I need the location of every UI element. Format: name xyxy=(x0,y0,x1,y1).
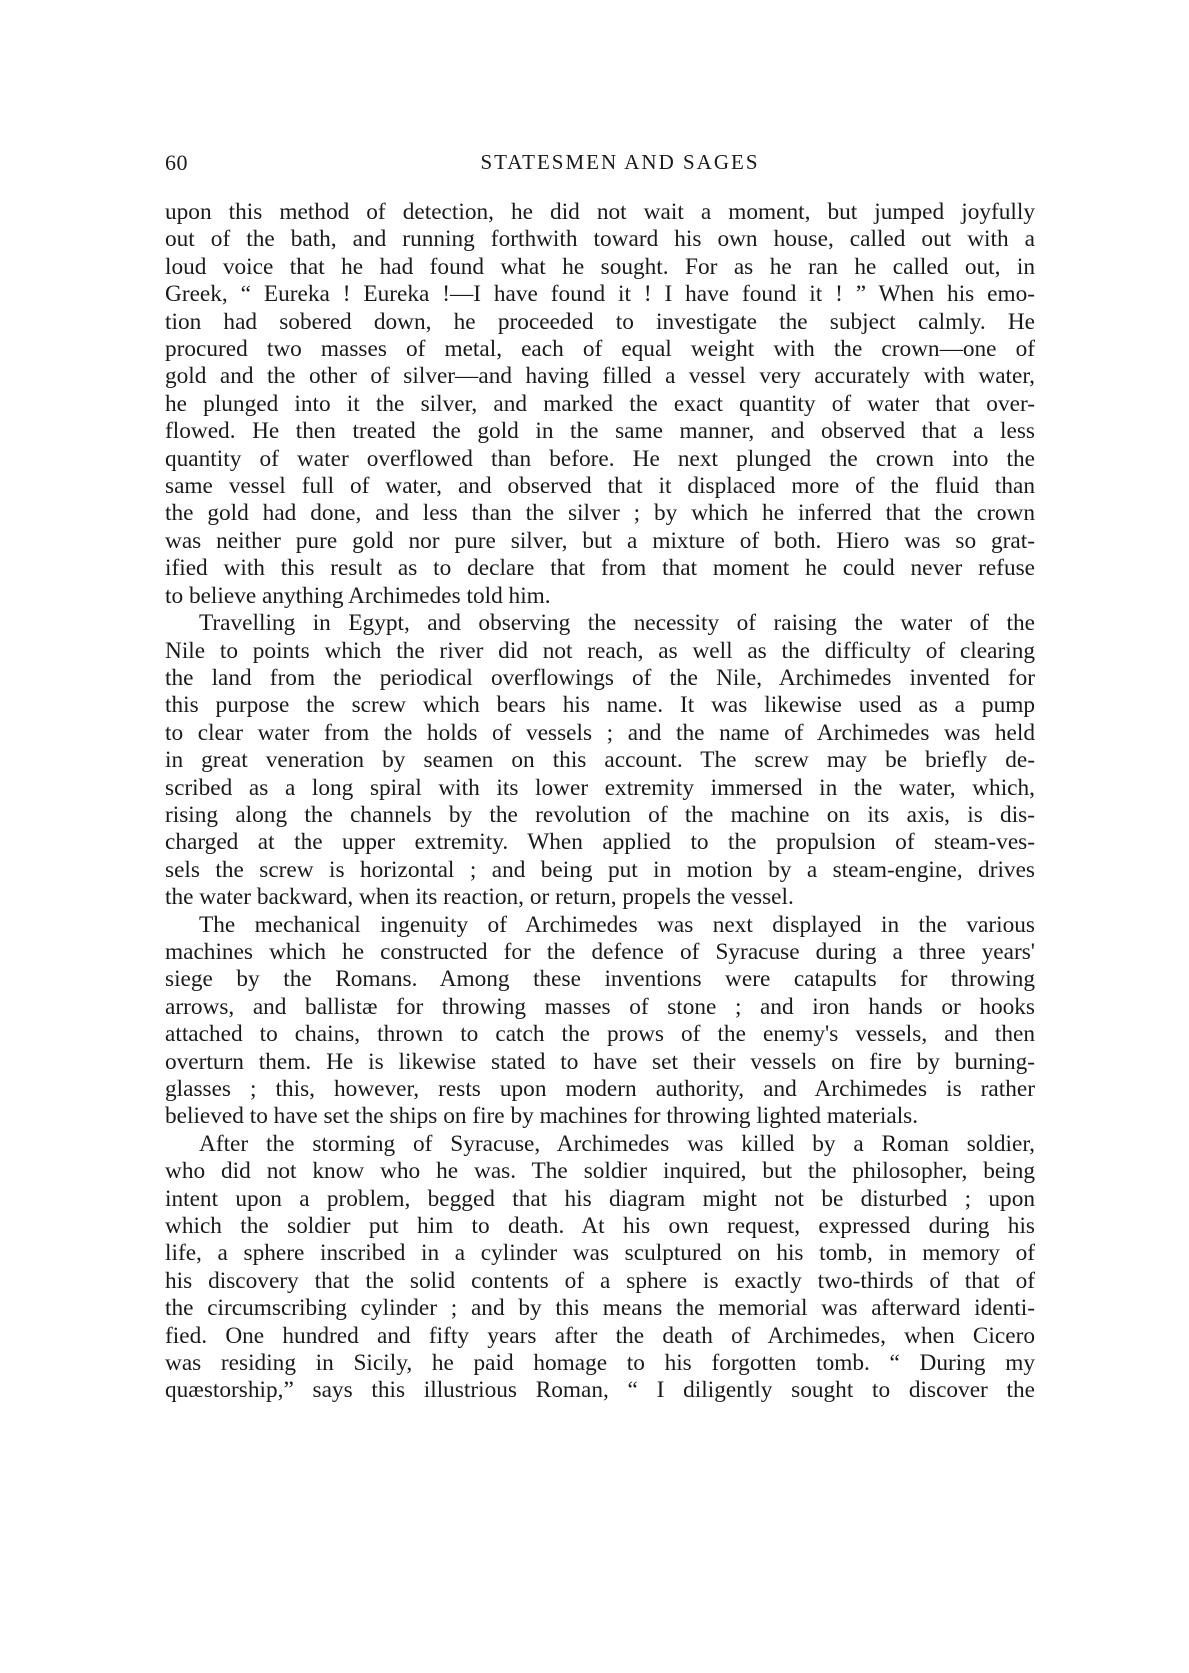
text-line: Nile to points which the river did not reach, as well as the difficulty of clearing xyxy=(165,637,1035,664)
text-line: out of the bath, and running forthwith toward his own house, called out with a xyxy=(165,226,1035,253)
text-line: to believe anything Archimedes told him. xyxy=(165,582,551,609)
text-line: to clear water from the holds of vessels ; and the name of Archimedes was held xyxy=(165,719,1035,746)
text-line: he plunged into it the silver, and marked the exact quantity of water that over- xyxy=(165,390,1035,417)
text-line: the circumscribing cylinder ; and by this means the memorial was afterward identi- xyxy=(165,1295,1035,1322)
text-line: intent upon a problem, begged that his diagram might not be disturbed ; upon xyxy=(165,1185,1035,1212)
running-title: STATESMEN AND SAGES xyxy=(480,150,760,174)
text-line: which the soldier put him to death. At his own request, expressed during his xyxy=(165,1213,1035,1240)
text-line: siege by the Romans. Among these inventions were catapults for throwing xyxy=(165,966,1035,993)
body-text xyxy=(165,199,1035,1405)
text-line: this purpose the screw which bears his name. It was likewise used as a pump xyxy=(165,692,1035,719)
text-line: the land from the periodical overflowings of the Nile, Archimedes invented for xyxy=(165,664,1035,691)
text-line: was residing in Sicily, he paid homage to his forgotten tomb. “ During my xyxy=(165,1350,1035,1377)
text-line: tion had sobered down, he proceeded to investigate the subject calmly. He xyxy=(165,308,1035,335)
paragraph xyxy=(165,912,1035,1131)
text-line: arrows, and ballistæ for throwing masses of stone ; and iron hands or hooks xyxy=(165,993,1035,1020)
text-line: rising along the channels by the revolution of the machine on its axis, is dis- xyxy=(165,801,1035,828)
text-line: the gold had done, and less than the silver ; by which he inferred that the crown xyxy=(165,500,1035,527)
text-line: life, a sphere inscribed in a cylinder was sculptured on his tomb, in memory of xyxy=(165,1240,1035,1267)
text-line: Travelling in Egypt, and observing the necessity of raising the water of the xyxy=(199,610,1035,637)
paragraph xyxy=(165,199,1035,610)
text-line: gold and the other of silver—and having filled a vessel very accurately with water, xyxy=(165,363,1035,390)
text-line: After the storming of Syracuse, Archimedes was killed by a Roman soldier, xyxy=(199,1130,1035,1157)
text-line: same vessel full of water, and observed that it displaced more of the fluid than xyxy=(165,473,1035,500)
paragraph xyxy=(165,610,1035,911)
page-number: 60 xyxy=(165,150,188,175)
text-line: fied. One hundred and fifty years after the death of Archimedes, when Cicero xyxy=(165,1322,1035,1349)
text-line: upon this method of detection, he did not wait a moment, but jumped joyfully xyxy=(165,199,1035,225)
text-line: loud voice that he had found what he sought. For as he ran he called out, in xyxy=(165,253,1035,280)
text-line: his discovery that the solid contents of a sphere is exactly two-thirds of that of xyxy=(165,1267,1035,1294)
text-line: who did not know who he was. The soldier inquired, but the philosopher, being xyxy=(165,1158,1035,1185)
text-line: sels the screw is horizontal ; and being put in motion by a steam-engine, drives xyxy=(165,856,1035,883)
text-line: believed to have set the ships on fire by machines for throwing lighted materials. xyxy=(165,1103,919,1130)
text-line: glasses ; this, however, rests upon modern authority, and Archimedes is rather xyxy=(165,1076,1035,1102)
text-line: flowed. He then treated the gold in the same manner, and observed that a less xyxy=(165,418,1035,445)
text-line: The mechanical ingenuity of Archimedes was next displayed in the various xyxy=(199,911,1035,938)
text-line: Greek, “ Eureka ! Eureka !—I have found it ! I have found it ! ” When his emo- xyxy=(165,281,1035,308)
text-line: attached to chains, thrown to catch the prows of the enemy's vessels, and then xyxy=(165,1021,1035,1048)
text-line: the water backward, when its reaction, or return, propels the vessel. xyxy=(165,884,794,911)
text-line: quæstorship,” says this illustrious Roman, “ I diligently sought to discover the xyxy=(165,1377,1035,1404)
text-line: ified with this result as to declare that from that moment he could never refuse xyxy=(165,555,1035,582)
text-line: in great veneration by seamen on this account. The screw may be briefly de- xyxy=(165,747,1035,774)
text-line: was neither pure gold nor pure silver, but a mixture of both. Hiero was so grat- xyxy=(165,527,1035,554)
text-line: scribed as a long spiral with its lower extremity immersed in the water, which, xyxy=(165,774,1035,801)
running-head xyxy=(165,150,1035,180)
text-line: procured two masses of metal, each of equal weight with the crown—one of xyxy=(165,336,1035,363)
text-line: quantity of water overflowed than before. He next plunged the crown into the xyxy=(165,445,1035,472)
paragraph xyxy=(165,1131,1035,1405)
text-line: charged at the upper extremity. When applied to the propulsion of steam-ves- xyxy=(165,829,1035,856)
text-line: machines which he constructed for the defence of Syracuse during a three years' xyxy=(165,938,1035,965)
text-line: overturn them. He is likewise stated to have set their vessels on fire by burning- xyxy=(165,1048,1035,1075)
